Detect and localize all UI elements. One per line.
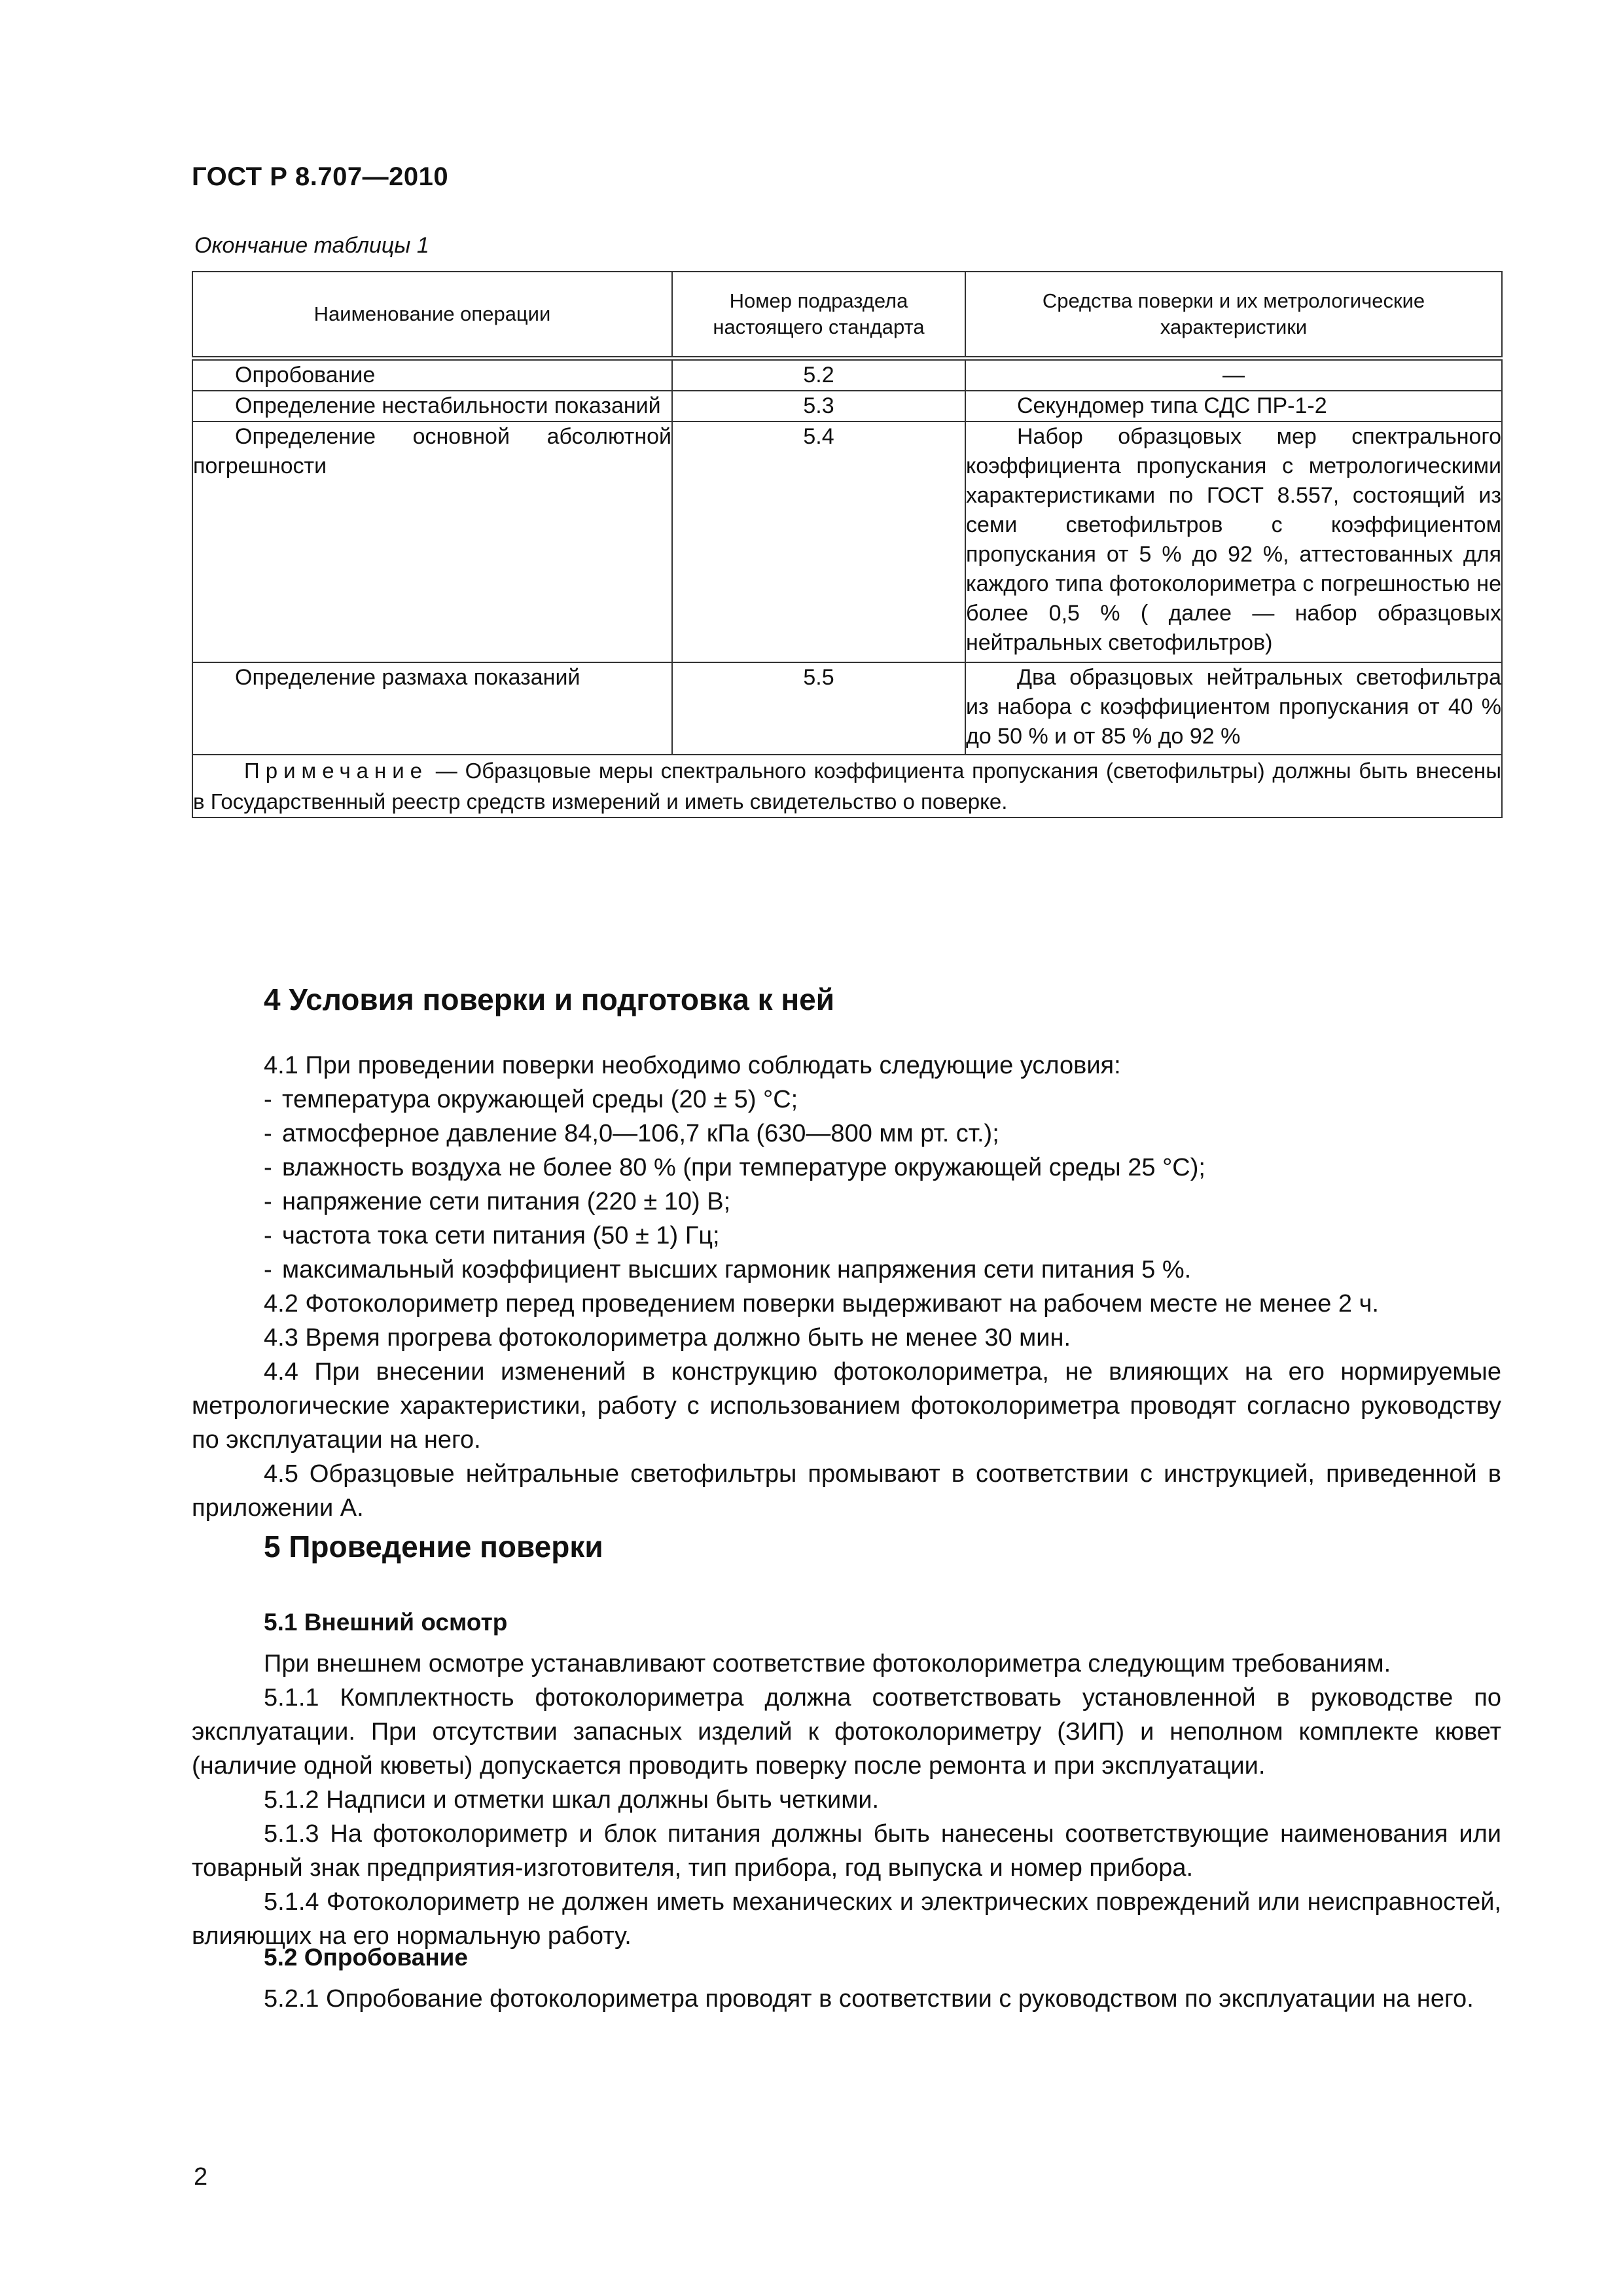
subsection-5-2-body [192,1982,1501,2016]
section-4-title: 4 Условия поверки и подготовка к ней [264,982,835,1016]
operation-name-cell: Определение размаха показаний [192,662,672,755]
condition-item: - максимальный коэффициент высших гармоник напряжения сети питания 5 %. [264,1256,1192,1283]
subsection-5-1-title: 5.1 Внешний осмотр [264,1609,508,1636]
table-row [192,422,1502,662]
means-cell: Два образцовых нейтральных светофильтра из набора с коэффициентом пропускания от 40 % до 50 % и от 85 % до 92 % [965,662,1502,755]
section-number-cell: 5.2 [672,359,965,391]
page-number: 2 [194,2163,208,2191]
paragraph-4-1: 4.1 При проведении поверки необходимо соблюдать следующие условия: [264,1052,1121,1079]
table-header-row [192,272,1502,359]
paragraph-5-1-2: 5.1.2 Надписи и отметки шкал должны быть четкими. [264,1786,880,1814]
paragraph-4-3: 4.3 Время прогрева фотоколориметра должно быть не менее 30 мин. [264,1324,1071,1352]
column-header-means: Средства поверки и их метрологические характеристики [965,272,1502,359]
paragraph-5-1-intro: При внешнем осмотре устанавливают соответствие фотоколориметра следующим требованиям. [264,1650,1391,1677]
paragraph-4-2: 4.2 Фотоколориметр перед проведением поверки выдерживают на рабочем месте не менее 2 ч. [264,1290,1379,1318]
operation-name-cell: Определение основной абсолютной погрешности [192,422,672,662]
operation-name-cell: Опробование [192,359,672,391]
section-number-cell: 5.5 [672,662,965,755]
table-row [192,391,1502,422]
section-number-cell: 5.4 [672,422,965,662]
condition-item: - температура окружающей среды (20 ± 5) °С; [264,1086,798,1113]
means-cell: Набор образцовых мер спектрального коэффициента пропускания с метрологическими характеристиками по ГОСТ 8.557, состоящий из семи светофильтров с коэффициентом пропускания от 5 % до 92 %, аттестованных для каждого типа фотоколориметра с погрешностью не более 0,5 % ( далее — набор образцовых нейтральных светофильтров) [965,422,1502,662]
table-caption: Окончание таблицы 1 [194,233,429,258]
table-note [192,755,1502,817]
operations-table [192,271,1503,818]
note-text: — Образцовые меры спектрального коэффициента пропускания (светофильтры) должны быть внесены в Государственный реестр средств измерений и иметь свидетельство о поверке. [193,759,1501,814]
paragraph-5-1-1: 5.1.1 Комплектность фотоколориметра должна соответствовать установленной в руководстве по эксплуатации. При отсутствии запасных изделий к фотоколориметру (ЗИП) и неполном комплекте кювет (наличие одной кюветы) допускается проводить поверку после ремонта и при эксплуатации. [192,1684,1501,1780]
condition-item: - частота тока сети питания (50 ± 1) Гц; [264,1222,720,1249]
section-number-cell: 5.3 [672,391,965,422]
paragraph-5-2-1: 5.2.1 Опробование фотоколориметра проводят в соответствии с руководством по эксплуатации на него. [264,1985,1474,2013]
note-label: Примечание [244,759,429,783]
table-row [192,359,1502,391]
paragraph-4-4: 4.4 При внесении изменений в конструкцию фотоколориметра, не влияющих на его нормируемые метрологические характеристики, работу с использованием фотоколориметра проводят согласно руководству по эксплуатации на него. [192,1358,1501,1454]
paragraph-5-1-3: 5.1.3 На фотоколориметр и блок питания должны быть нанесены соответствующие наименования или товарный знак предприятия-изготовителя, тип прибора, год выпуска и номер прибора. [192,1820,1501,1882]
column-header-operation: Наименование операции [192,272,672,359]
means-cell: — [965,359,1502,391]
section-4-body [192,1049,1501,1525]
table-row [192,662,1502,755]
operation-name-cell: Определение нестабильности показаний [192,391,672,422]
paragraph-4-5: 4.5 Образцовые нейтральные светофильтры промывают в соответствии с инструкцией, приведенной в приложении А. [192,1460,1501,1522]
section-5-title: 5 Проведение поверки [264,1530,603,1564]
paragraph-5-1-4: 5.1.4 Фотоколориметр не должен иметь механических и электрических повреждений или неисправностей, влияющих на его нормальную работу. [192,1888,1501,1950]
column-header-section: Номер подраздела настоящего стандарта [672,272,965,359]
table-note-row [192,755,1502,817]
condition-item: - атмосферное давление 84,0—106,7 кПа (630—800 мм рт. ст.); [264,1120,999,1147]
condition-item: - напряжение сети питания (220 ± 10) В; [264,1188,731,1215]
condition-item: - влажность воздуха не более 80 % (при температуре окружающей среды 25 °С); [264,1154,1205,1181]
subsection-5-1-body [192,1647,1501,1953]
document-header: ГОСТ Р 8.707—2010 [192,162,449,191]
subsection-5-2-title: 5.2 Опробование [264,1944,469,1971]
means-cell: Секундомер типа СДС ПР-1-2 [965,391,1502,422]
